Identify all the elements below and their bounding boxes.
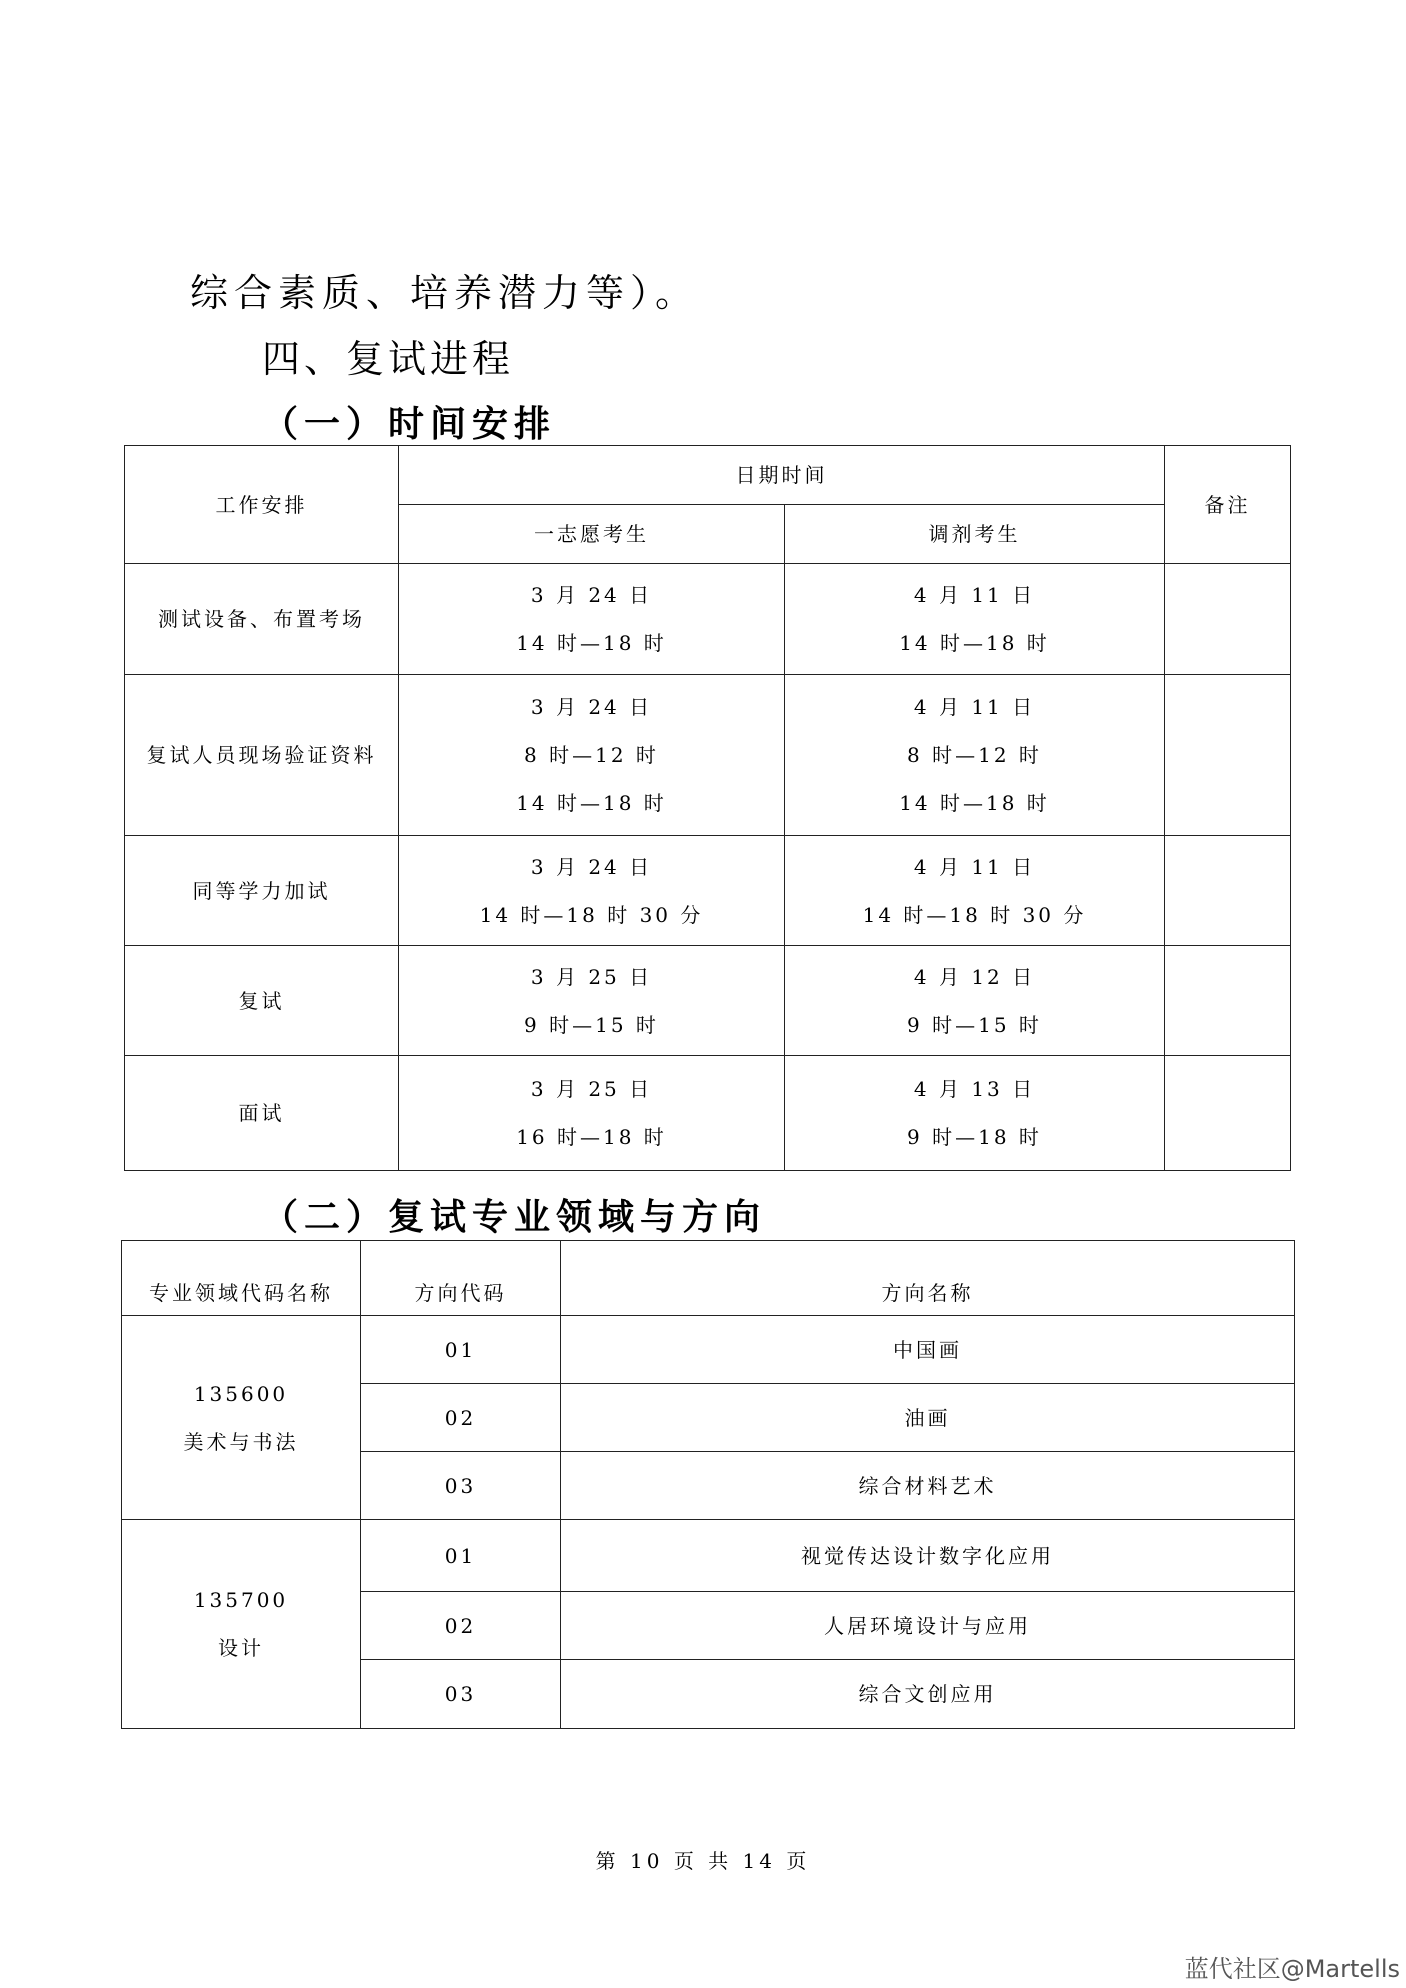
first-choice-cell [399,675,785,836]
time-text: 16 时—18 时 [516,1125,667,1149]
date-text: 4 月 13 日 [913,1077,1036,1101]
direction-name-cell: 综合材料艺术 [561,1452,1295,1520]
field-code: 135700 [193,1588,289,1612]
time-text: 14 时—18 时 [899,631,1050,655]
first-choice-cell [399,946,785,1056]
field-group-cell [122,1316,361,1520]
task-cell: 面试 [125,1056,399,1171]
table-row [122,1520,1295,1592]
time-text: 14 时—18 时 [516,631,667,655]
field-code: 135600 [193,1381,289,1406]
direction-name-cell: 综合文创应用 [561,1660,1295,1729]
remark-cell [1165,1056,1291,1171]
table-row [125,564,1291,675]
schedule-table [124,445,1291,1171]
date-text: 3 月 24 日 [530,854,653,879]
body-text-line: 综合素质、培养潜力等）。 [190,271,700,315]
time-text: 14 时—18 时 30 分 [862,902,1087,927]
remark-cell [1165,946,1291,1056]
direction-code-cell: 02 [361,1592,561,1660]
time-text: 14 时—18 时 [899,791,1050,815]
direction-name-cell: 视觉传达设计数字化应用 [561,1520,1295,1592]
first-choice-cell [399,564,785,675]
section-heading: 四、复试进程 [262,337,515,381]
header-direction-code: 方向代码 [361,1241,561,1316]
date-text: 4 月 11 日 [913,583,1036,607]
task-cell: 测试设备、布置考场 [125,564,399,675]
field-name: 美术与书法 [183,1429,299,1454]
remark-cell [1165,836,1291,946]
adjusted-cell [785,946,1165,1056]
direction-code-cell: 01 [361,1520,561,1592]
remark-cell [1165,564,1291,675]
time-text: 8 时—12 时 [907,743,1042,767]
direction-name-cell: 人居环境设计与应用 [561,1592,1295,1660]
date-text: 3 月 25 日 [530,964,653,989]
time-text: 8 时—12 时 [524,743,659,767]
adjusted-cell [785,564,1165,675]
direction-code-cell: 03 [361,1452,561,1520]
date-text: 4 月 11 日 [913,695,1036,719]
table-row [125,836,1291,946]
date-text: 4 月 12 日 [913,964,1036,989]
header-direction-name: 方向名称 [561,1241,1295,1316]
page-number: 第 10 页 共 14 页 [595,1849,811,1873]
header-datetime: 日期时间 [399,446,1165,505]
date-text: 3 月 24 日 [530,583,653,607]
direction-code-cell: 03 [361,1660,561,1729]
date-text: 3 月 24 日 [530,695,653,719]
remark-cell [1165,675,1291,836]
table-row [125,675,1291,836]
subheading-schedule: （一）时间安排 [262,404,557,445]
header-field: 专业领域代码名称 [122,1241,361,1316]
task-cell: 复试 [125,946,399,1056]
adjusted-cell [785,1056,1165,1171]
direction-name-cell: 中国画 [561,1316,1295,1384]
field-name: 设计 [218,1636,264,1660]
fields-table [121,1240,1295,1729]
subheading-fields: （二）复试专业领域与方向 [262,1197,767,1238]
task-cell: 同等学力加试 [125,836,399,946]
task-cell: 复试人员现场验证资料 [125,675,399,836]
table-row [125,946,1291,1056]
first-choice-cell [399,836,785,946]
first-choice-cell [399,1056,785,1171]
field-group-cell [122,1520,361,1729]
header-remarks: 备注 [1165,446,1291,564]
direction-code-cell: 01 [361,1316,561,1384]
adjusted-cell [785,836,1165,946]
table-row [122,1316,1295,1384]
time-text: 9 时—18 时 [907,1125,1042,1149]
direction-code-cell: 02 [361,1384,561,1452]
adjusted-cell [785,675,1165,836]
header-work: 工作安排 [125,446,399,564]
time-text: 9 时—15 时 [524,1012,659,1037]
direction-name-cell: 油画 [561,1384,1295,1452]
time-text: 14 时—18 时 [516,791,667,815]
time-text: 14 时—18 时 30 分 [479,902,704,927]
date-text: 4 月 11 日 [913,854,1036,879]
header-adjusted: 调剂考生 [785,505,1165,564]
header-first-choice: 一志愿考生 [399,505,785,564]
table-row [125,1056,1291,1171]
watermark: 蓝代社区@Martells [1184,1955,1400,1983]
time-text: 9 时—15 时 [907,1012,1042,1037]
date-text: 3 月 25 日 [530,1077,653,1101]
